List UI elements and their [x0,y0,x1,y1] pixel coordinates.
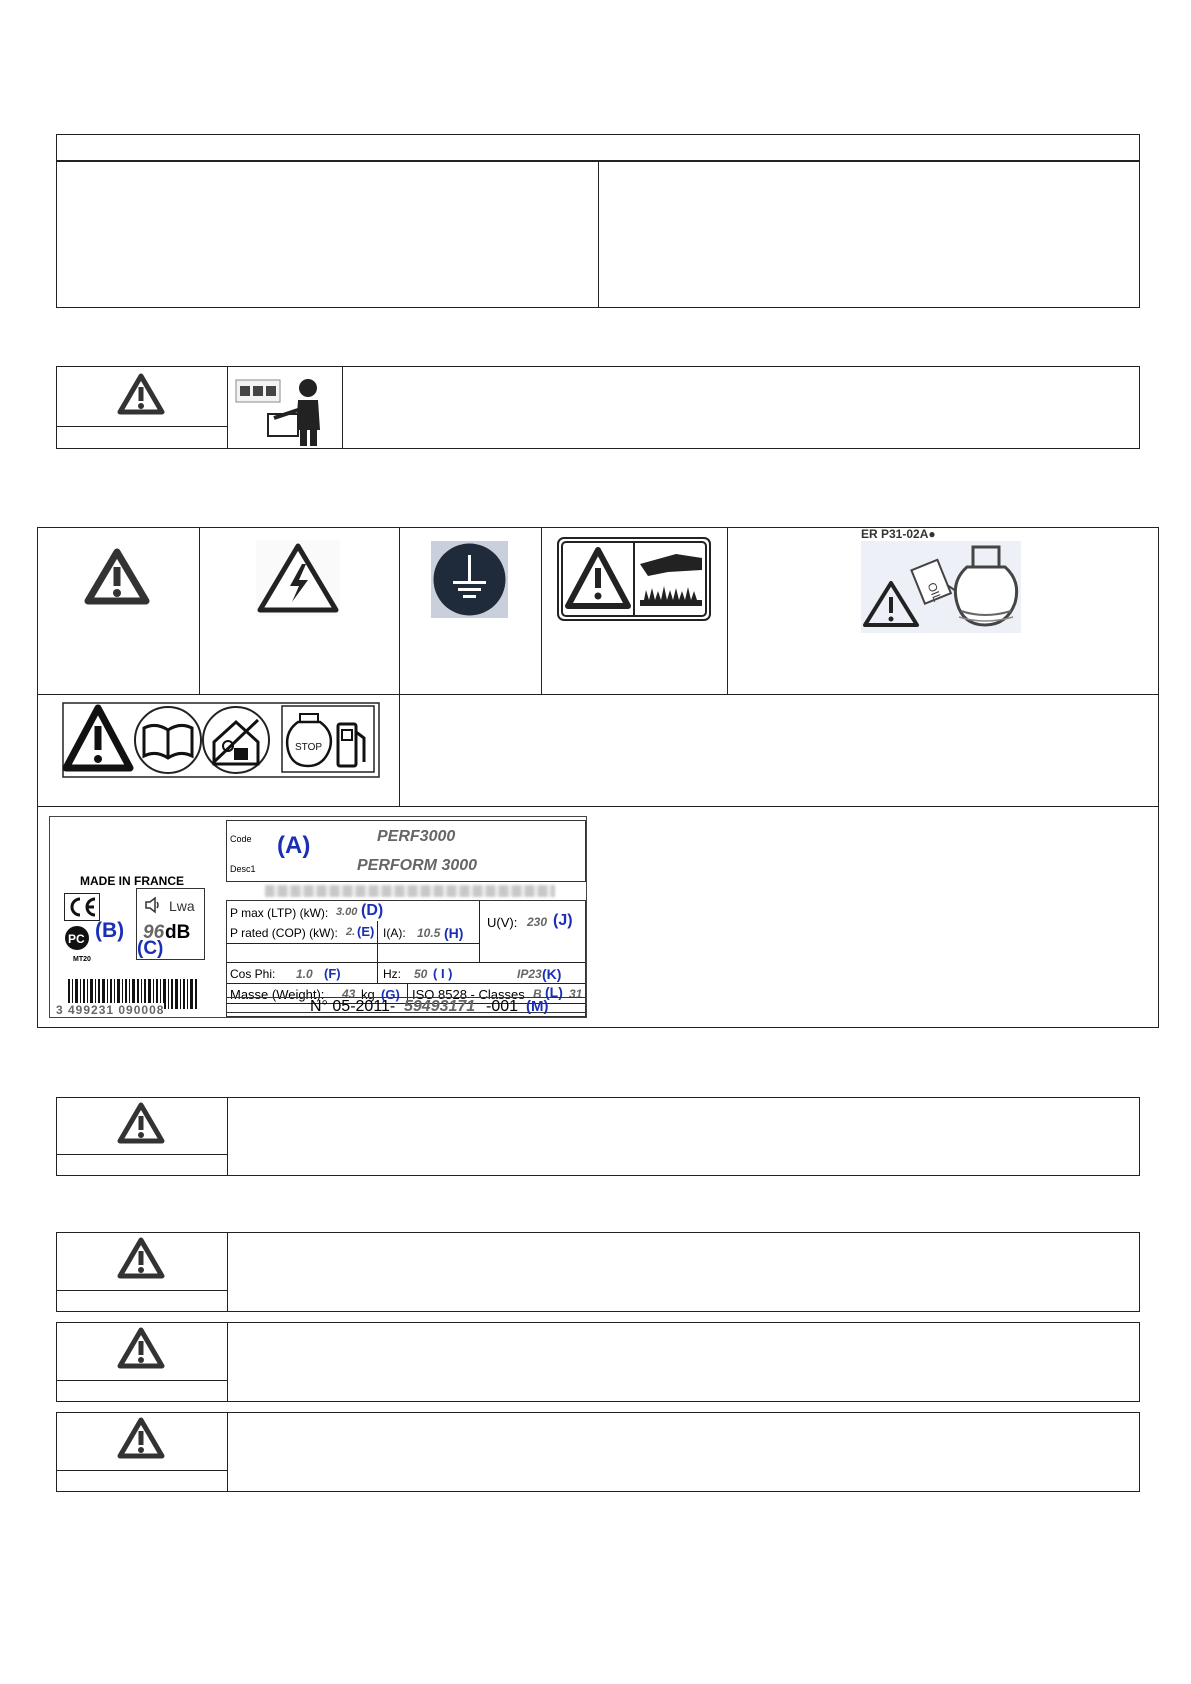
oil-label-code: ER P31-02A● [861,527,936,541]
grid-rule [479,901,480,963]
safety-instructions-strip [62,702,380,783]
warning-triangle-icon [117,1237,165,1279]
cell-divider [227,1412,228,1492]
mass-unit: kg [361,987,375,1002]
warning-table-1 [56,366,1140,449]
lwa-label: Lwa [169,898,195,914]
col-divider [541,527,542,694]
hz-label: Hz: [383,967,401,981]
warning-table-4 [56,1322,1140,1402]
prated-label: P rated (COP) (kW): [230,926,338,940]
marker-b: (B) [95,919,125,942]
ia-value: 10.5 [417,926,441,940]
uv-label: U(V): [487,915,518,930]
marker-m: (M) [526,998,549,1015]
iso-label: ISO 8528 - Classes [412,987,525,1002]
warning-triangle-icon [117,1417,165,1459]
db-unit: dB [165,922,191,943]
grid-rule [377,962,378,983]
row-divider [37,694,1159,695]
grid-rule [377,921,378,963]
marker-a: (A) [277,832,311,859]
marker-i: ( I ) [433,966,453,981]
cos-value: 1.0 [296,967,313,981]
eac-certification-icon [64,925,92,956]
code-label: Code [230,834,252,844]
pmax-label: P max (LTP) (kW): [230,906,329,920]
marker-l: (L) [545,984,563,1000]
serial-number-box [226,997,586,1017]
warning-table-5 [56,1412,1140,1492]
grid-rule [227,943,479,944]
mass-value: 43 [342,987,356,1001]
grid-rule [227,983,585,984]
serial-prefix: N° 05-2011- [310,998,396,1015]
info-table-divider [598,161,599,308]
warning-triangle-icon [117,1327,165,1369]
marker-d: (D) [361,902,384,919]
cell-divider [56,1290,227,1291]
prated-value: 2. [346,926,356,938]
serial-mid: 59493171 [404,998,476,1015]
grid-rule [227,962,585,963]
iso-tail: 31 [569,987,583,1001]
iso-class: B [533,987,542,1001]
barcode [56,979,202,1019]
col-divider [727,527,728,694]
blurred-address-line [265,885,555,897]
barcode-digits: 3 499231 090008 [56,1003,165,1017]
serial-suffix: -001 [486,998,519,1015]
worker-lifting-icon [234,368,336,453]
warning-triangle-icon [117,373,165,415]
hot-surface-warning-icon [556,536,712,627]
cell-divider [227,366,228,449]
oil-word: OIL [924,580,945,604]
stop-word: STOP [295,742,323,753]
rating-plate [49,816,587,1018]
warning-table-2 [56,1097,1140,1176]
cell-divider [56,426,227,427]
cell-divider [56,1154,227,1155]
db-value: 96 [143,922,165,943]
certification-code: MT20 [73,956,91,963]
ia-label: I(A): [383,926,406,940]
cell-divider [56,1470,227,1471]
col-divider [399,527,400,806]
marker-g: (G) [381,987,400,1002]
plate-id-box [226,820,586,882]
desc-value: PERFORM 3000 [357,857,478,874]
marker-j: (J) [553,912,573,929]
earth-ground-icon [431,541,508,623]
code-value: PERF3000 [377,828,456,845]
marker-e: (E) [357,924,375,939]
hz-value: 50 [414,967,428,981]
desc-label: Desc1 [230,864,256,874]
marker-c: (C) [137,938,164,959]
cell-divider [342,366,343,449]
warning-triangle-icon [84,548,150,605]
pmax-value: 3.00 [336,906,358,918]
cell-divider [227,1097,228,1176]
marker-h: (H) [444,925,464,941]
warning-table-3 [56,1232,1140,1312]
uv-value: 230 [527,915,548,929]
cell-divider [227,1322,228,1402]
speaker-icon [143,895,163,915]
mass-label: Masse (Weight): [230,987,325,1002]
made-in-france: MADE IN FRANCE [80,874,184,888]
marker-f: (F) [324,966,341,981]
marker-k: (K) [542,966,562,982]
ip-value: IP23 [517,967,542,981]
warning-triangle-icon [117,1102,165,1144]
electrical-hazard-icon [256,540,340,621]
row-divider [37,806,1159,807]
cell-divider [227,1232,228,1312]
cos-label: Cos Phi: [230,967,276,981]
col-divider [199,527,200,694]
cell-divider [56,1380,227,1381]
svg-text:PC: PC [68,932,85,946]
